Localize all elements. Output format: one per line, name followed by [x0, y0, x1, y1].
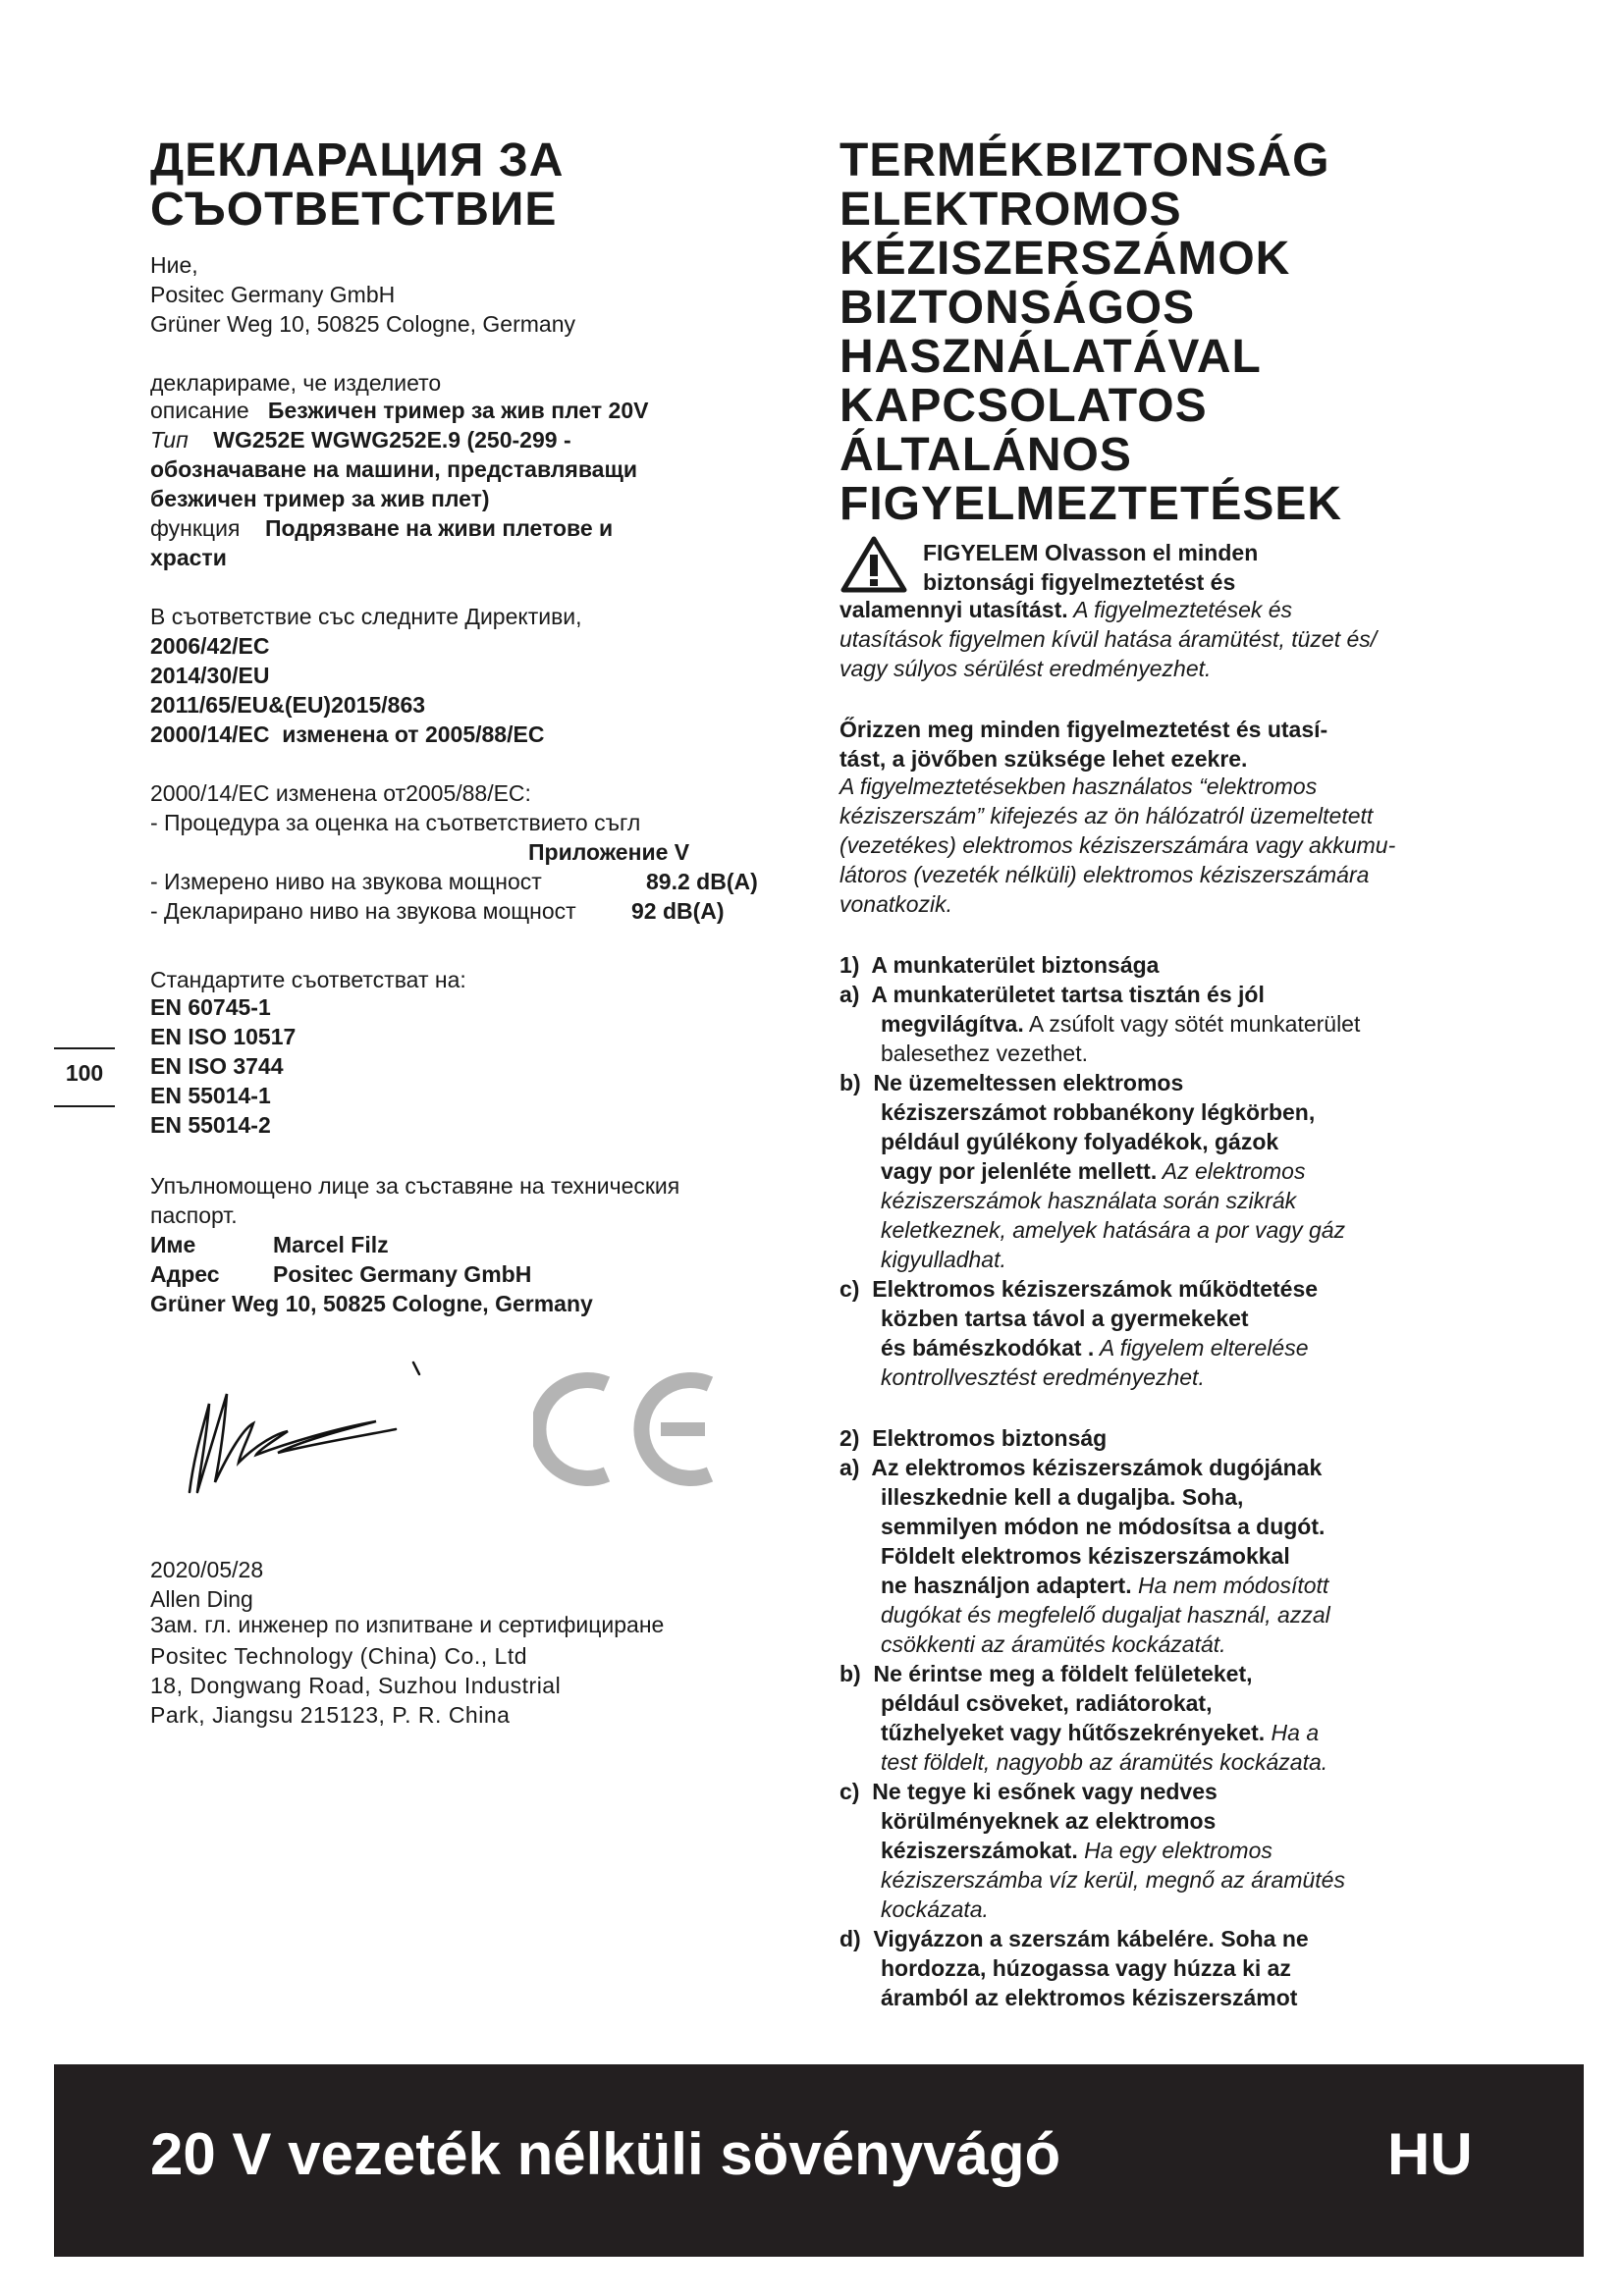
s1a-line-1: a) A munkaterületet tartsa tisztán és jól — [839, 982, 1265, 1007]
standard-item: EN 60745-1 — [150, 994, 271, 1020]
noise-measured-value: 89.2 dB(A) — [646, 869, 758, 894]
s1b-line-2: kéziszerszámot robbanékony légkörben, — [881, 1099, 1316, 1125]
signer-name: Allen Ding — [150, 1586, 253, 1612]
type-label: Тип — [150, 427, 189, 453]
s1b-line-1: b) Ne üzemeltessen elektromos — [839, 1070, 1184, 1095]
s2a-line-6: dugókat és megfelelő dugaljat használ, azzal — [881, 1602, 1330, 1628]
s1a-line-2-bold: megvilágítva. — [881, 1011, 1024, 1037]
safety-title-line: FIGYELMEZTETÉSEK — [839, 478, 1343, 530]
keep-line-5: (vezetékes) elektromos kéziszerszámára vagy akkumu- — [839, 832, 1396, 858]
name-value: Marcel Filz — [273, 1232, 389, 1257]
s2a-line-1: a) Az elektromos kéziszerszámok dugójának — [839, 1455, 1323, 1480]
warning-line-3-italic: A figyelmeztetések és — [1067, 597, 1293, 622]
address-label: Адрес — [150, 1261, 220, 1287]
s2a-line-5-italic: Ha nem módosított — [1131, 1573, 1329, 1598]
safety-title-line: KÉZISZERSZÁMOK — [839, 233, 1291, 285]
directive-item: 2006/42/EC — [150, 633, 270, 659]
type-row — [150, 425, 571, 454]
s2d-line-2: hordozza, húzogassa vagy húzza ki az — [881, 1955, 1291, 1981]
maker-line-1: Positec Technology (China) Co., Ltd — [150, 1643, 527, 1669]
page-number-rule-bottom — [54, 1105, 115, 1107]
s1c-line-2: közben tartsa távol a gyermekeket — [881, 1306, 1249, 1331]
keep-line-1: Őrizzen meg minden figyelmeztetést és utasí- — [839, 717, 1328, 742]
description-label: описание — [150, 398, 249, 423]
footer-language: HU — [1387, 2121, 1473, 2187]
type-value-3: безжичен тример за жив плет) — [150, 486, 490, 511]
directive-item: 2011/65/EU&(EU)2015/863 — [150, 692, 426, 718]
declare-text: декларираме, че изделието — [150, 370, 442, 396]
footer-title: 20 V vezeték nélküli sövényvágó — [150, 2121, 1061, 2187]
s2c-line-3-bold: kéziszerszámokat. — [881, 1838, 1078, 1863]
keep-line-4: kéziszerszám” kifejezés az ön hálózatról üzemeltetett — [839, 803, 1374, 828]
signature-date: 2020/05/28 — [150, 1557, 264, 1582]
s2b-line-3 — [881, 1718, 1319, 1747]
declaration-title-line2: СЪОТВЕТСТВИЕ — [150, 184, 558, 236]
warning-triangle-icon — [839, 535, 908, 594]
keep-line-6: látoros (vezeték nélküli) elektromos kéziszerszámára — [839, 862, 1370, 887]
company-address: Grüner Weg 10, 50825 Cologne, Germany — [150, 311, 575, 337]
s1c-line-3 — [881, 1333, 1309, 1362]
page-number-rule-top — [54, 1047, 115, 1049]
safety-title-line: KAPCSOLATOS — [839, 380, 1208, 432]
s1b-line-4-italic: Az elektromos — [1157, 1158, 1306, 1184]
warning-line-2: biztonsági figyelmeztetést és — [923, 569, 1236, 595]
declaration-title-line1: ДЕКЛАРАЦИЯ ЗА — [150, 134, 565, 187]
warning-line-3 — [839, 595, 1292, 624]
function-value-2: храсти — [150, 545, 227, 570]
section-2-title: 2) Elektromos biztonság — [839, 1425, 1108, 1451]
s1b-line-6: keletkeznek, amelyek hatására a por vagy gáz — [881, 1217, 1346, 1243]
s2b-line-2: például csöveket, radiátorokat, — [881, 1690, 1213, 1716]
warning-line-3-bold: valamennyi utasítást. — [839, 597, 1068, 622]
warning-line-1: FIGYELEM Olvasson el minden — [923, 540, 1259, 565]
s1b-line-4-bold: vagy por jelenléte mellett. — [881, 1158, 1158, 1184]
keep-line-2: tást, a jövőben szüksége lehet ezekre. — [839, 746, 1248, 772]
page-number: 100 — [65, 1060, 104, 1086]
s2a-line-7: csökkenti az áramütés kockázatát. — [881, 1631, 1226, 1657]
authorized-text-2: паспорт. — [150, 1202, 238, 1228]
signature-image — [150, 1345, 474, 1512]
description-row — [150, 396, 648, 425]
warning-line-4: utasítások figyelmen kívül hatása áramütést, tüzet és/ — [839, 626, 1378, 652]
keep-line-3: A figyelmeztetésekben használatos “elektromos — [839, 774, 1318, 799]
standard-item: EN 55014-1 — [150, 1083, 271, 1108]
s2d-line-1: d) Vigyázzon a szerszám kábelére. Soha ne — [839, 1926, 1309, 1951]
s2c-line-1: c) Ne tegye ki esőnek vagy nedves — [839, 1779, 1218, 1804]
noise-intro: 2000/14/EC изменена от2005/88/EC: — [150, 780, 531, 806]
function-row — [150, 513, 613, 543]
function-value: Подрязване на живи плетове и — [264, 515, 614, 541]
standards-intro: Стандартите съответстват на: — [150, 967, 466, 992]
name-label: Име — [150, 1232, 196, 1257]
authorized-text-1: Упълномощено лице за съставяне на техническия — [150, 1173, 680, 1199]
s1b-line-7: kigyulladhat. — [881, 1247, 1006, 1272]
s1c-line-4: kontrollvesztést eredményezhet. — [881, 1364, 1205, 1390]
s2c-line-3-italic: Ha egy elektromos — [1077, 1838, 1272, 1863]
safety-title-line: HASZNÁLATÁVAL — [839, 331, 1262, 383]
s2a-line-5-bold: ne használjon adaptert. — [881, 1573, 1132, 1598]
we-text: Ние, — [150, 252, 198, 278]
s2c-line-3 — [881, 1836, 1272, 1865]
address-value-2: Grüner Weg 10, 50825 Cologne, Germany — [150, 1291, 593, 1316]
function-label: функция — [150, 515, 241, 541]
noise-declared-label: - Декларирано ниво на звукова мощност — [150, 898, 576, 924]
s2a-line-3: semmilyen módon ne módosítsa a dugót. — [881, 1514, 1326, 1539]
s2b-line-4: test földelt, nagyobb az áramütés kockázata. — [881, 1749, 1328, 1775]
safety-title-line: TERMÉKBIZTONSÁG — [839, 134, 1330, 187]
noise-declared-value: 92 dB(A) — [631, 898, 725, 924]
directive-item: 2000/14/EC изменена от 2005/88/EC — [150, 721, 545, 747]
s1a-line-2 — [881, 1009, 1360, 1039]
standard-item: EN ISO 3744 — [150, 1053, 284, 1079]
maker-line-3: Park, Jiangsu 215123, P. R. China — [150, 1702, 511, 1728]
company-name: Positec Germany GmbH — [150, 282, 396, 307]
s2a-line-2: illeszkednie kell a dugaljba. Soha, — [881, 1484, 1244, 1510]
s1c-line-1: c) Elektromos kéziszerszámok működtetése — [839, 1276, 1319, 1302]
standard-item: EN 55014-2 — [150, 1112, 271, 1138]
safety-title-line: BIZTONSÁGOS — [839, 282, 1196, 334]
directives-intro: В съответствие със следните Директиви, — [150, 604, 582, 629]
s2c-line-2: körülményeknek az elektromos — [881, 1808, 1217, 1834]
standard-item: EN ISO 10517 — [150, 1024, 297, 1049]
s2c-line-4: kéziszerszámba víz kerül, megnő az áramütés — [881, 1867, 1345, 1893]
signer-title: Зам. гл. инженер по изпитване и сертифициране — [150, 1612, 665, 1637]
s2c-line-5: kockázata. — [881, 1896, 989, 1922]
s2a-line-5 — [881, 1571, 1328, 1600]
s1c-line-3-bold: és bámészkodókat . — [881, 1335, 1095, 1361]
noise-annex: Приложение V — [528, 839, 690, 865]
s1c-line-3-italic: A figyelem elterelése — [1094, 1335, 1309, 1361]
type-value: WG252E WGWG252E.9 (250-299 - — [213, 427, 571, 453]
ce-mark-icon — [533, 1364, 720, 1492]
warning-line-5: vagy súlyos sérülést eredményezhet. — [839, 656, 1212, 681]
noise-measured-label: - Измерено ниво на звукова мощност — [150, 869, 542, 894]
s2a-line-4: Földelt elektromos kéziszerszámokkal — [881, 1543, 1290, 1569]
s1a-line-2-normal: A zsúfolt vagy sötét munkaterület — [1023, 1011, 1361, 1037]
maker-line-2: 18, Dongwang Road, Suzhou Industrial — [150, 1673, 562, 1698]
safety-title-line: ÁLTALÁNOS — [839, 429, 1132, 481]
type-value-2: обозначаване на машини, представляващи — [150, 456, 638, 482]
directive-item: 2014/30/EU — [150, 663, 270, 688]
s2d-line-3: áramból az elektromos kéziszerszámot — [881, 1985, 1298, 2010]
section-1-title: 1) A munkaterület biztonsága — [839, 952, 1160, 978]
noise-procedure: - Процедура за оценка на съответствието съгл — [150, 810, 641, 835]
s2b-line-3-italic: Ha a — [1265, 1720, 1320, 1745]
s1a-line-3: balesethez vezethet. — [881, 1041, 1088, 1066]
s1b-line-4 — [881, 1156, 1305, 1186]
s2b-line-3-bold: tűzhelyeket vagy hűtőszekrényeket. — [881, 1720, 1266, 1745]
description-value: Безжичен тример за жив плет 20V — [267, 398, 649, 423]
s1b-line-3: például gyúlékony folyadékok, gázok — [881, 1129, 1279, 1154]
safety-title-line: ELEKTROMOS — [839, 184, 1182, 236]
keep-line-7: vonatkozik. — [839, 891, 953, 917]
address-value: Positec Germany GmbH — [273, 1261, 532, 1287]
s2b-line-1: b) Ne érintse meg a földelt felületeket, — [839, 1661, 1253, 1686]
s1b-line-5: kéziszerszámok használata során szikrák — [881, 1188, 1297, 1213]
